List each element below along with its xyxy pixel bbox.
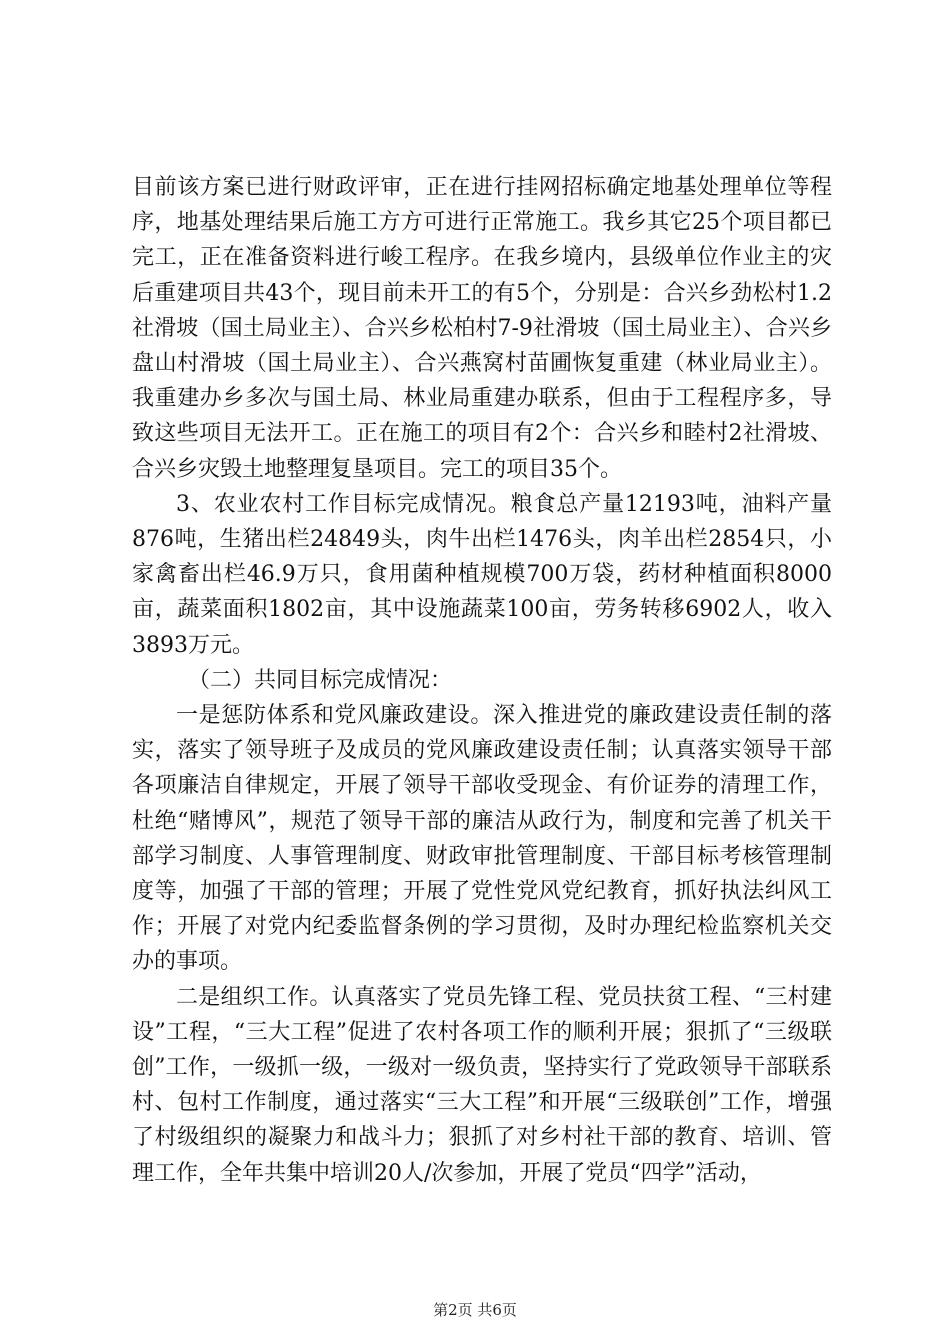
paragraph-party-discipline: 一是惩防体系和党风廉政建设。深入推进党的廉政建设责任制的落实，落实了领导班子及成员的党风廉政建设责任制；认真落实领导干部各项廉洁自律规定，开展了领导干部收受现金、有价证券的清理工作，杜绝“赌博风”，规范了领导干部的廉洁从政行为，制度和完善了机关干部学习制度、人事管理制度、财政审批管理制度、干部目标考核管理制度等，加强了干部的管理；开展了党性党风党纪教育，抓好执法纠风工作；开展了对党内纪委监督条例的学习贯彻，及时办理纪检监察机关交办的事项。 [132,703,832,975]
paragraph-agriculture-targets: 3、农业农村工作目标完成情况。粮食总产量12193吨，油料产量876吨，生猪出栏24849头，肉牛出栏1476头，肉羊出栏2854只，小家禽畜出栏46.9万只，食用菌种植规模700万袋，药材种植面积8000亩，蔬菜面积1802亩，其中设施蔬菜100亩，劳务转移6902人，收入3893万元。 [132,491,832,658]
paragraph-organization-work: 二是组织工作。认真落实了党员先锋工程、党员扶贫工程、“三村建设”工程，“三大工程”促进了农村各项工作的顺利开展；狠抓了“三级联创”工作，一级抓一级，一级对一级负责，坚持实行了党政领导干部联系村、包村工作制度，通过落实“三大工程”和开展“三级联创”工作，增强了村级组织的凝聚力和战斗力；狠抓了对乡村社干部的教育、培训、管理工作，全年共集中培训20人/次参加，开展了党员“四学”活动， [132,984,832,1186]
document-body [132,170,832,1191]
section-heading-common-targets: （二）共同目标完成情况： [188,667,453,693]
paragraph-continuation: 目前该方案已进行财政评审，正在进行挂网招标确定地基处理单位等程序，地基处理结果后施工方方可进行正常施工。我乡其它25个项目都已完工，正在准备资料进行峻工程序。在我乡境内，县级单位作业主的灾后重建项目共43个，现目前未开工的有5个，分别是：合兴乡劲松村1.2社滑坡（国土局业主）、合兴乡松柏村7-9社滑坡（国土局业主）、合兴乡盘山村滑坡（国土局业主）、合兴燕窝村苗圃恢复重建（林业局业主）。我重建办乡多次与国土局、林业局重建办联系，但由于工程程序多，导致这些项目无法开工。正在施工的项目有2个：合兴乡和睦村2社滑坡、合兴乡灾毁土地整理复垦项目。完工的项目35个。 [132,175,832,482]
page-footer: 第2页 共6页 [433,1301,517,1319]
